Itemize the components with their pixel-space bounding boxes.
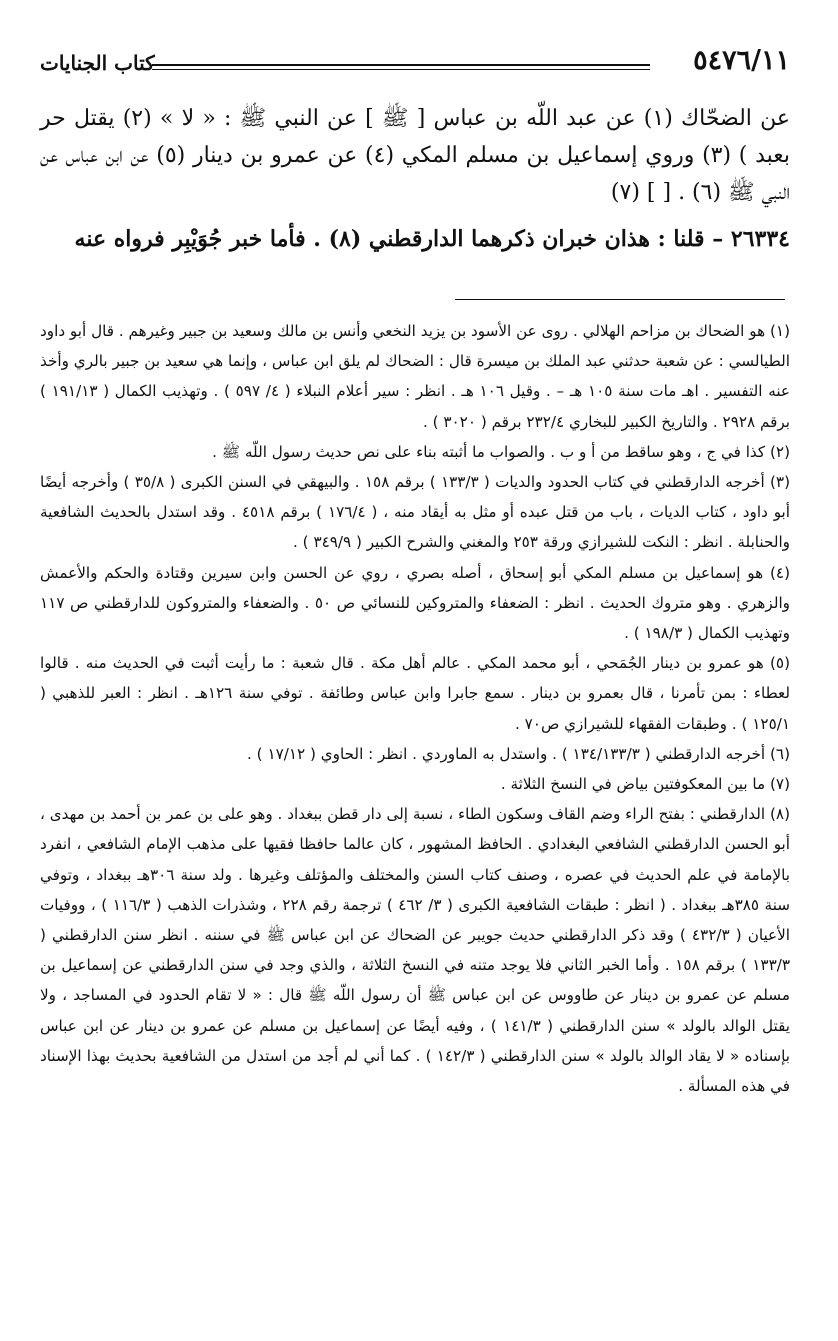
footnote-7: (٧) ما بين المعكوفتين بياض في النسخ الثلاثة .: [500, 775, 790, 794]
book-title: كتاب الجنايات: [40, 51, 155, 75]
footnote-3: (٣) أخرجه الدارقطني في كتاب الحدود والديات ( ١٣٣/٣ ) برقم ١٥٨ . والبيهقي في السنن الكبرى ( ٣٥/٨ ) وأخرجه أيضًا أبو داود ، كتاب الديات ، باب من قتل عبده أو مثل به أيقاد منه ، ( ١٧٦/٤ ) برقم ٤٥١٨ . وقد استدل بالحديث الشافعية والحنابلة . انظر : النكت للشيرازي ورقة ٢٥٣ والمغني والشرح الكبير ( ٣٤٩/٩ ) .: [40, 473, 791, 552]
main-paragraph-2: ٢٦٣٣٤ – قلنا : هذان خبران ذكرهما الدارقطني (٨) . فأما خبر جُوَيْبِر فرواه عنه: [74, 226, 790, 252]
footnote-8: (٨) الدارقطني : بفتح الراء وضم القاف وسكون الطاء ، نسبة إلى دار قطن ببغداد . وهو على بن عمر بن أحمد بن مهدى ، أبو الحسن الدارقطني الشافعي البغدادي . الحافظ المشهور ، كان عالما حافظا فقيها على مذهب الإمام الشافعي ، انفرد بالإمامة في علم الحديث في عصره ، وصنف كتاب السنن والمختلف والمؤتلف وغيرها . ولد سنة ٣٠٦هـ ببغداد ، وتوفي سنة ٣٨٥هـ ببغداد . ( انظر : طبقات الشافعية الكبرى ( ٣/ ٤٦٢ ) ترجمة رقم ٢٢٨ ، وشذرات الذهب ( ١١٦/٣ ) ، ووفيات الأعيان ( ٤٣٢/٣ ) وقد ذكر الدارقطني حديث جويبر عن الضحاك عن ابن عباس ﷺ في سننه . انظر سنن الدارقطني ( ١٣٣/٣ ) برقم ١٥٨ . وأما الخبر الثاني فلا يوجد متنه في النسخ الثلاثة ، والذي وجد في سنن الدارقطني عن إسماعيل بن مسلم عن عمرو بن دينار عن طاووس عن ابن عباس ﷺ أن رسول اللّه ﷺ قال : « لا تقام الحدود في المساجد ، ولا يقتل الوالد بالولد » سنن الدارقطني ( ١٤١/٣ ) ، وفيه أيضًا عن إسماعيل بن مسلم عن عمرو بن دينار عن ابن عباس بإسناده « لا يقاد الوالد بالولد » سنن الدارقطني ( ١٤٢/٣ ) . كما أني لم أجد من استدل من الشافعية بحديث بهذا الإسناد في هذه المسألة .: [40, 805, 791, 1096]
footnotes: [40, 316, 790, 1101]
page-header: [40, 44, 790, 84]
footnote-6: (٦) أخرجه الدارقطني ( ١٣٤/١٣٣/٣ ) . واستدل به الماوردي . انظر : الحاوي ( ١٧/١٢ ) .: [247, 744, 790, 763]
footnote-4: (٤) هو إسماعيل بن مسلم المكي أبو إسحاق ، أصله بصري ، روي عن الحسن وابن سيرين وقتادة والحكم والأعمش والزهري . وهو متروك الحديث . انظر : الضعفاء والمتروكين للنسائي ص ٥٠ . والضعفاء والمتروكون للدارقطني ص ١١٧ وتهذيب الكمال ( ١٩٨/٣ ) .: [40, 563, 790, 643]
page-number: ٥٤٧٦/١١: [693, 45, 790, 76]
main-text: [40, 100, 790, 258]
header-rule: [152, 64, 650, 70]
main-paragraph-1: عن الضحّاك (١) عن عبد اللّه بن عباس [ ﷺ ] عن النبي ﷺ : « لا » (٢) يقتل حر بعبد ) (٣) وروي إسماعيل بن مسلم المكي (٤) عن عمرو بن دينار (٥) عن ابن عباس عن النبي ﷺ (٦) . [ ] (٧): [40, 106, 791, 205]
footnote-2: (٢) كذا في ج ، وهو ساقط من أ و ب . والصواب ما أثبته بناء على نص حديث رسول اللّه ﷺ .: [212, 442, 790, 461]
footnote-1: (١) هو الضحاك بن مزاحم الهلالي . روى عن الأسود بن يزيد النخعي وأنس بن مالك وسعيد بن جبير وغيرهم . قال أبو داود الطيالسي : عن شعبة حدثني عبد الملك بن ميسرة قال : الضحاك لم يلق ابن عباس ، وإنما هي سعيد بن جبير بالري وأخذ عنه التفسير . اهـ مات سنة ١٠٥ هـ – . وقيل ١٠٦ هـ . انظر : سير أعلام النبلاء ( ٤/ ٥٩٧ ) . وتهذيب الكمال ( ١٩١/١٣ ) برقم ٢٩٢٨ . والتاريخ الكبير للبخاري ٢٣٢/٤ برقم ( ٣٠٢٠ ) .: [40, 322, 790, 431]
footnote-5: (٥) هو عمرو بن دينار الجُمَحي ، أبو محمد المكي . عالم أهل مكة . قال شعبة : ما رأيت أثبت في الحديث منه . قالوا لعطاء : بمن تأمرنا ، قال بعمرو بن دينار . سمع جابرا وابن عباس وطائفة . توفي سنة ١٢٦هـ . انظر : العبر للذهبي ( ١٢٥/١ ) . وطبقات الفقهاء للشيرازي ص٧٠ .: [40, 654, 791, 733]
footnote-divider: [455, 299, 785, 300]
